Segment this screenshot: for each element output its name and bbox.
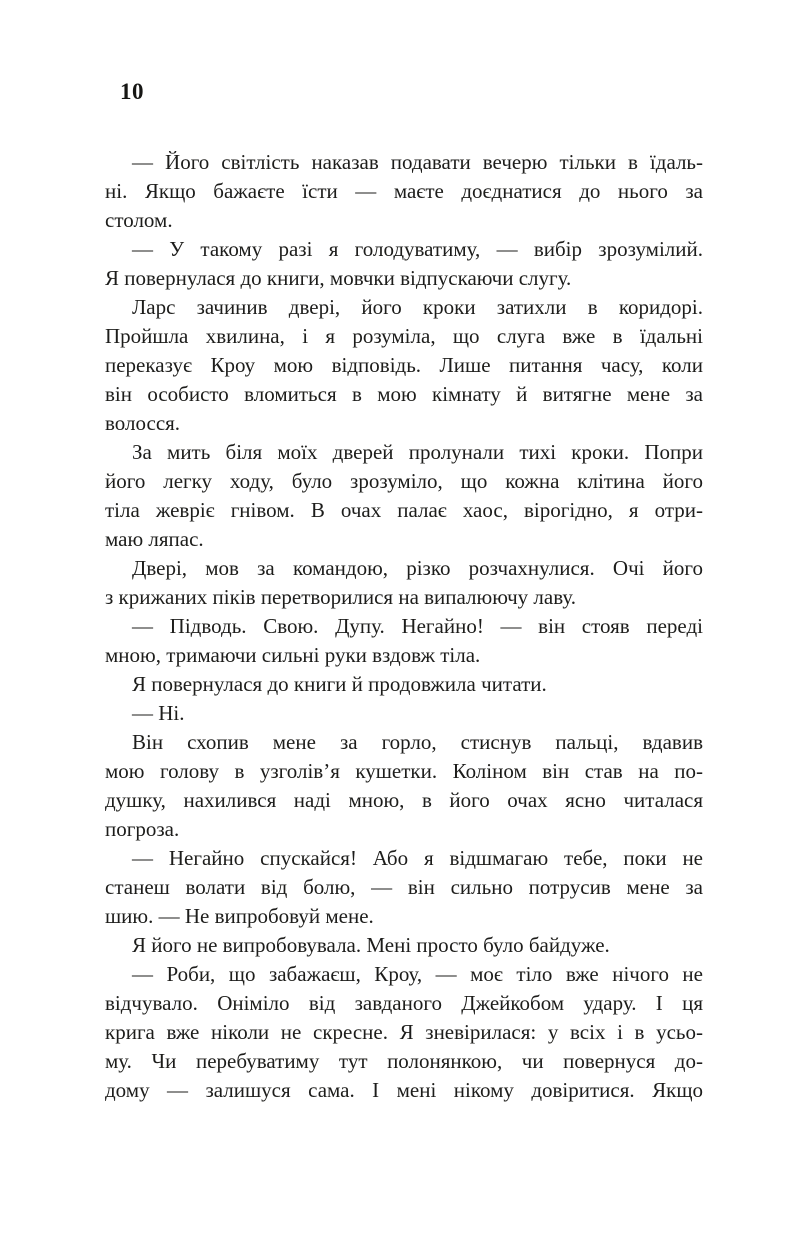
text-line: тіла жевріє гнівом. В очах палає хаос, вірогідно, я отри- [105,498,703,522]
text-line: — Підводь. Свою. Дупу. Негайно! — він стояв переді [132,614,703,638]
text-line: волосся. [105,411,181,435]
text-line: маю ляпас. [105,527,204,551]
text-line: мою голову в узголів’я кушетки. Коліном він став на по- [105,759,703,783]
page-number: 10 [120,79,144,104]
text-line: За мить біля моїх дверей пролунали тихі кроки. Попри [132,440,703,464]
text-line: дому — залишуся сама. І мені нікому довіритися. Якщо [105,1078,703,1102]
text-line: з крижаних піків перетворилися на випалюючу лаву. [105,585,577,609]
page-text-block [105,148,703,1105]
text-line: ні. Якщо бажаєте їсти — маєте доєднатися до нього за [105,179,703,203]
text-line: Ларс зачинив двері, його кроки затихли в коридорі. [132,295,703,319]
text-line: — Його світлість наказав подавати вечерю тільки в їдаль- [132,150,703,174]
text-line: душку, нахилився наді мною, в його очах ясно читалася [105,788,703,812]
text-line: Я повернулася до книги, мовчки відпускаючи слугу. [105,266,572,290]
text-line: — У такому разі я голодуватиму, — вибір зрозумілий. [132,237,703,261]
text-line: станеш волати від болю, — він сильно потрусив мене за [105,875,703,899]
text-line: його легку ходу, було зрозуміло, що кожна клітина його [105,469,703,493]
text-line: Пройшла хвилина, і я розуміла, що слуга вже в їдальні [105,324,703,348]
text-line: Він схопив мене за горло, стиснув пальці, вдавив [132,730,703,754]
text-line: погроза. [105,817,180,841]
text-line: мною, тримаючи сильні руки вздовж тіла. [105,643,481,667]
text-line: Я повернулася до книги й продовжила читати. [132,672,547,696]
text-line: му. Чи перебуватиму тут полонянкою, чи повернуся до- [105,1049,703,1073]
text-line: Я його не випробовувала. Мені просто було байдуже. [132,933,610,957]
text-line: шию. — Не випробовуй мене. [105,904,374,928]
text-line: столом. [105,208,173,232]
text-line: Двері, мов за командою, різко розчахнулися. Очі його [132,556,703,580]
text-line: відчувало. Оніміло від завданого Джейкобом удару. І ця [105,991,703,1015]
text-line: — Роби, що забажаєш, Кроу, — моє тіло вже нічого не [132,962,703,986]
text-line: крига вже ніколи не скресне. Я зневірилася: у всіх і в усьо- [105,1020,703,1044]
text-line: він особисто вломиться в мою кімнату й витягне мене за [105,382,703,406]
text-line: — Негайно спускайся! Або я відшмагаю тебе, поки не [132,846,703,870]
text-line: переказує Кроу мою відповідь. Лише питання часу, коли [105,353,703,377]
text-line: — Ні. [132,701,185,725]
